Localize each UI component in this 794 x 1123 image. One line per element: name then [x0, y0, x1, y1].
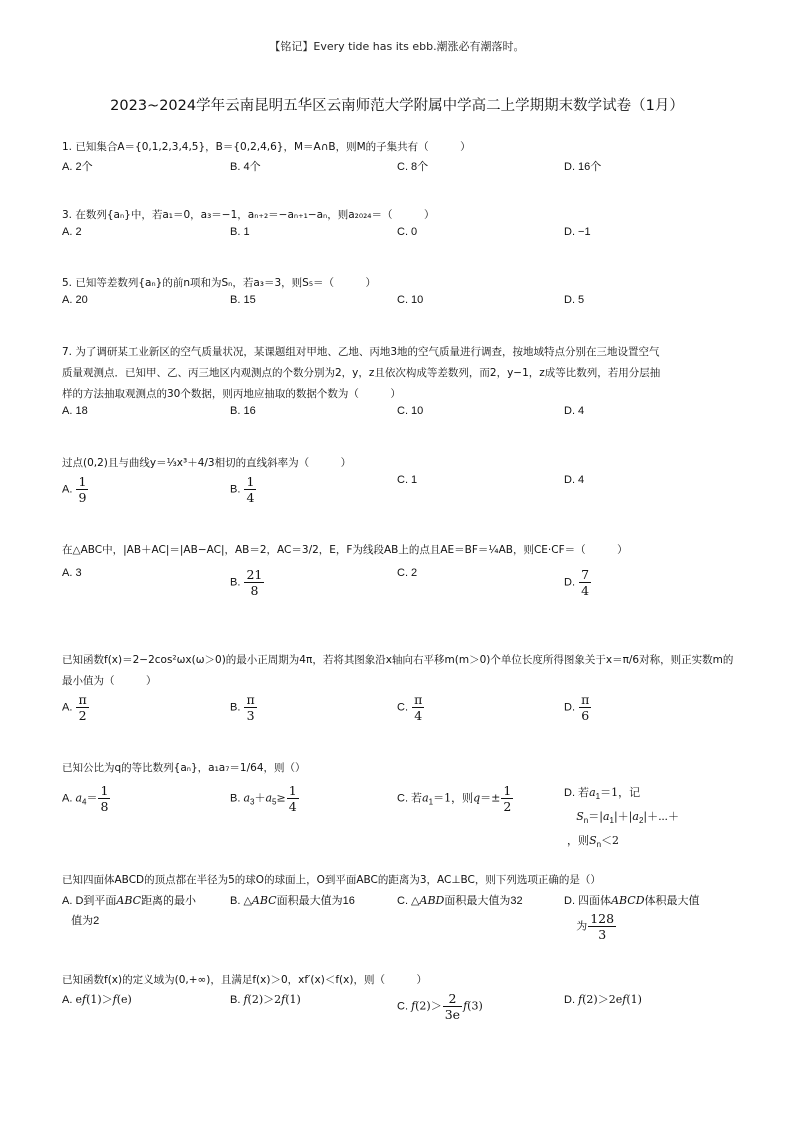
option-a[interactable]: A. $\frac{\pi}{2}$ — [62, 692, 87, 723]
option-a[interactable]: A. $\frac{1}{9}$ — [62, 474, 87, 505]
question-1 — [62, 137, 742, 178]
option-a[interactable]: A. 3 — [62, 567, 82, 579]
question-4 — [62, 342, 742, 425]
option-d[interactable]: D. $\frac{7}{4}$ — [564, 567, 590, 598]
options — [62, 158, 742, 178]
options — [62, 567, 742, 601]
question-2 — [62, 205, 742, 246]
options — [62, 405, 742, 425]
question-stem: 已知函数f(x)的定义域为(0,+∞)，且满足f(x)＞0，xf′(x)＜f(x)，则（ ） — [62, 974, 427, 986]
options — [62, 692, 742, 726]
option-b[interactable]: B. $\frac{\pi}{3}$ — [230, 692, 255, 723]
option-b[interactable]: B. $\frac{1}{4}$ — [230, 474, 255, 505]
option-b[interactable]: B. 15 — [230, 294, 256, 306]
option-c[interactable]: C. △ABD面积最大值为32 — [397, 894, 523, 907]
question-stem-line-3: 样的方法抽取观测点的30个数据，则丙地应抽取的数据个数为（ ） — [62, 388, 401, 400]
option-label: D. 四面体 — [564, 895, 612, 907]
option-label: B. — [230, 483, 241, 496]
option-label: B. — [230, 576, 241, 589]
question-stem: 1. 已知集合A＝{0,1,2,3,4,5}，B＝{0,2,4,6}，M＝A∩B，则M的子集共有（ ） — [62, 141, 471, 153]
option-d[interactable]: D. −1 — [564, 226, 591, 238]
option-label: A. — [62, 792, 73, 805]
option-label: D. — [564, 994, 575, 1006]
option-a[interactable]: A. $a_4=$ $\frac{1}{8}$ — [62, 783, 109, 814]
option-label: D. — [564, 701, 575, 714]
option-c[interactable]: C. 0 — [397, 226, 418, 238]
option-a[interactable]: A. 18 — [62, 405, 88, 417]
option-label: A. — [62, 483, 73, 496]
option-c[interactable]: C. 2 — [397, 567, 418, 579]
question-8 — [62, 758, 742, 850]
option-b[interactable]: B. 1 — [230, 226, 250, 238]
option-b[interactable]: B. $\frac{21}{8}$ — [230, 567, 263, 598]
exam-title: 2023~2024学年云南昆明五华区云南师范大学附属中学高二上学期期末数学试卷（1月） — [110, 98, 684, 114]
question-stem-line-1: 7. 为了调研某工业新区的空气质量状况，某课题组对甲地、乙地、丙地3地的空气质量进行调查，按地域特点分别在三地设置空气 — [62, 346, 660, 358]
question-7 — [62, 650, 742, 726]
question-6 — [62, 540, 742, 601]
option-a[interactable]: A. 20 — [62, 294, 88, 306]
option-c[interactable]: C. 若$a_1=1$，则q＝± $\frac{1}{2}$ — [397, 783, 512, 814]
options — [62, 891, 742, 941]
option-label: B. — [230, 701, 241, 714]
question-stem: 已知四面体ABCD的顶点都在半径为5的球O的球面上，O到平面ABC的距离为3，AC⊥BC，则下列选项正确的是（） — [62, 874, 601, 886]
option-a[interactable]: A. 2个 — [62, 161, 93, 173]
option-c[interactable]: C. 1 — [397, 474, 418, 486]
option-b[interactable]: B. △ABC面积最大值为16 — [230, 894, 355, 907]
option-d[interactable]: D. $\frac{\pi}{6}$ — [564, 692, 590, 723]
options — [62, 226, 742, 246]
option-label: D. — [564, 576, 575, 589]
question-stem: 5. 已知等差数列{aₙ}的前n项和为Sₙ，若a₃＝3，则S₅＝（ ） — [62, 277, 377, 289]
option-b[interactable]: B. f(2)＞2f(1) — [230, 993, 301, 1006]
option-d[interactable]: D. 16个 — [564, 161, 602, 173]
option-d[interactable]: D. 4 — [564, 474, 585, 486]
option-label: A. — [62, 701, 73, 714]
option-c[interactable]: C. f(2)＞ $\frac{2}{3e}$ f(3) — [397, 991, 483, 1022]
option-d[interactable]: D. f(2)＞2ef(1) — [564, 993, 642, 1006]
question-9 — [62, 870, 742, 941]
options — [62, 783, 742, 850]
option-b[interactable]: B. $a_3+a_5\ge$ $\frac{1}{4}$ — [230, 783, 297, 814]
motto: 【铭记】Every tide has its ebb.潮涨必有潮落时。 — [269, 40, 525, 53]
option-a[interactable]: A. 2 — [62, 226, 82, 238]
question-stem: 已知函数f(x)＝2−2cos²ωx(ω＞0)的最小正周期为4π，若将其图象沿x轴向右平移m(m＞0)个单位长度所得图象关于x＝π/6对称，则正实数m的最小值为（ ） — [62, 654, 734, 687]
question-stem: 3. 在数列{aₙ}中，若a₁＝0，a₃＝−1，aₙ₊₂＝−aₙ₊₁−aₙ，则a₂₀₂₄＝（ ） — [62, 209, 435, 221]
option-label: C. — [397, 792, 408, 805]
option-label: A. — [62, 994, 73, 1006]
option-label: B. △ — [230, 895, 252, 907]
question-3 — [62, 273, 742, 314]
question-stem: 过点(0,2)且与曲线y＝⅓x³＋4/3相切的直线斜率为（ ） — [62, 457, 352, 469]
question-stem-line-2: 质量观测点．已知甲、乙、丙三地区内观测点的个数分别为2，y，z且依次构成等差数列，而2，y−1，z成等比数列，若用分层抽 — [62, 367, 661, 379]
option-c[interactable]: C. 8个 — [397, 161, 429, 173]
option-b[interactable]: B. 4个 — [230, 161, 261, 173]
question-stem: 在△ABC中，|AB＋AC|＝|AB−AC|，AB＝2，AC＝3/2，E，F为线段AB上的点且AE＝BF＝¼AB，则CE·CF＝（ ） — [62, 544, 628, 556]
option-b[interactable]: B. 16 — [230, 405, 256, 417]
option-d[interactable]: D. 四面体ABCD体积最大值 为 $\frac{128}{3}$ — [564, 894, 700, 942]
option-label: C. △ — [397, 895, 420, 907]
option-label: C. — [397, 701, 408, 714]
option-label: C. — [397, 1000, 408, 1013]
option-c[interactable]: C. 10 — [397, 405, 424, 417]
options — [62, 294, 742, 314]
option-d[interactable]: D. 若$a_1=1$，记 $S_n=|a_1|+|a_2|+\cdots+$ ，则$S_n<2$ — [564, 786, 680, 850]
question-5 — [62, 453, 742, 508]
option-d[interactable]: D. 5 — [564, 294, 585, 306]
option-d[interactable]: D. 4 — [564, 405, 585, 417]
options — [62, 991, 742, 1025]
option-a[interactable]: A. ef(1)＞f(e) — [62, 993, 132, 1006]
question-stem: 已知公比为q的等比数列{aₙ}，a₁a₇＝1/64，则（） — [62, 762, 306, 774]
question-10 — [62, 970, 742, 1025]
option-label: D. — [564, 787, 575, 799]
option-label: B. — [230, 994, 241, 1006]
option-a[interactable]: A. D到平面ABC距离的最小 值为2 — [62, 894, 197, 927]
option-label: A. D到平面 — [62, 895, 117, 907]
option-label: B. — [230, 792, 241, 805]
options — [62, 474, 742, 508]
option-c[interactable]: C. 10 — [397, 294, 424, 306]
option-c[interactable]: C. $\frac{\pi}{4}$ — [397, 692, 423, 723]
